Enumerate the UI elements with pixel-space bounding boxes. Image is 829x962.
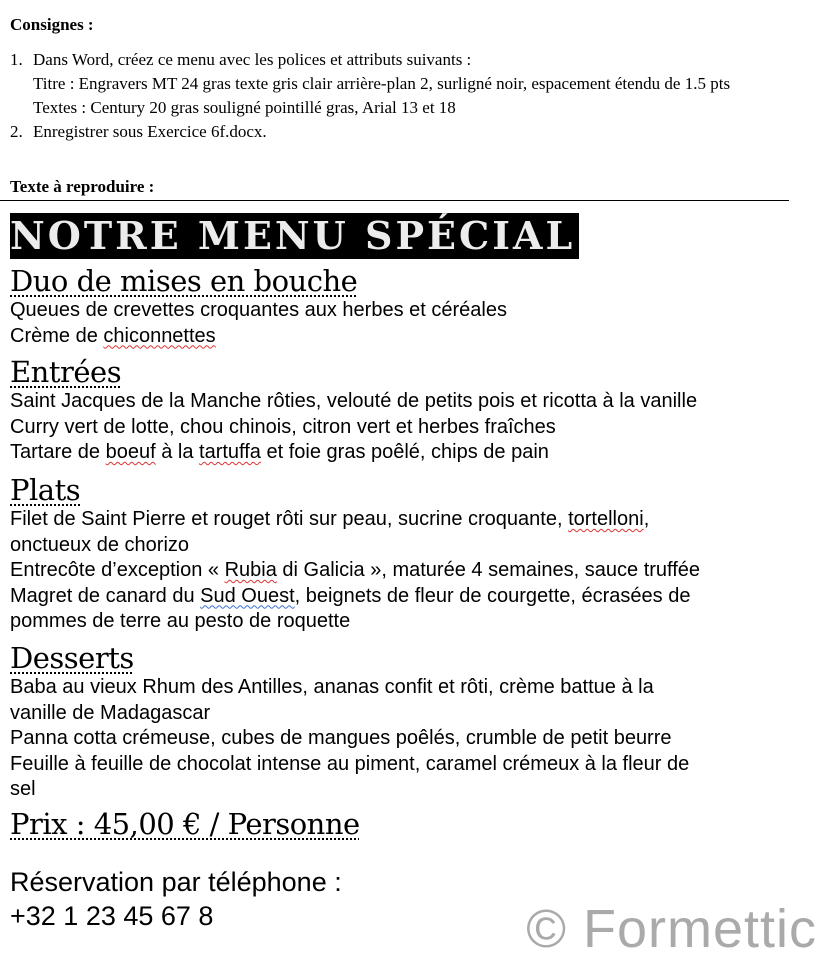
- section-heading: Plats: [10, 473, 81, 507]
- texte-heading: Texte à reproduire :: [10, 177, 155, 196]
- instruction-number: 2.: [10, 122, 23, 141]
- instruction-item: [10, 48, 770, 120]
- watermark: © Formettic: [526, 899, 817, 959]
- menu-item: Queues de crevettes croquantes aux herbes et céréales: [10, 299, 507, 321]
- spellcheck-word: Rubia: [224, 559, 277, 581]
- menu-item: Entrecôte d’exception « Rubia di Galicia », maturée 4 semaines, sauce truffée: [10, 559, 701, 581]
- menu-item: Feuille à feuille de chocolat intense au piment, caramel crémeux à la fleur de sel: [10, 752, 690, 800]
- horizontal-rule: [0, 200, 789, 201]
- instruction-line: Enregistrer sous Exercice 6f.docx.: [33, 122, 267, 141]
- grammar-check-word: Sud Ouest: [200, 584, 295, 607]
- reservation-label: Réservation par téléphone :: [10, 867, 342, 897]
- reservation-block: [10, 865, 342, 933]
- instruction-item: [10, 120, 770, 144]
- spellcheck-word: tortelloni: [568, 508, 644, 530]
- menu-item: Crème de chiconnettes: [10, 324, 216, 347]
- section-plats: [10, 473, 815, 635]
- phone-number: +32 1 23 45 67 8: [10, 901, 214, 931]
- spellcheck-word: tartuffa: [199, 441, 261, 463]
- section-entrees: [10, 355, 815, 466]
- section-heading: Desserts: [10, 641, 134, 675]
- menu-title: NOTRE MENU SPÉCIAL: [10, 213, 579, 259]
- instruction-number: 1.: [10, 50, 23, 69]
- menu-item: Curry vert de lotte, chou chinois, citron vert et herbes fraîches: [10, 415, 556, 438]
- menu-item: Panna cotta crémeuse, cubes de mangues poêlés, crumble de petit beurre: [10, 727, 672, 749]
- menu-item: Magret de canard du Sud Ouest, beignets de fleur de courgette, écrasées de pommes de terre au pesto de roquette: [10, 584, 691, 632]
- instruction-line: Textes : Century 20 gras souligné pointillé gras, Arial 13 et 18: [33, 98, 456, 117]
- section-heading: Entrées: [10, 355, 122, 389]
- section-heading: Duo de mises en bouche: [10, 264, 358, 298]
- spellcheck-word: chiconnettes: [103, 324, 216, 347]
- instruction-line: Dans Word, créez ce menu avec les polices et attributs suivants :: [33, 50, 472, 69]
- section-duo: [10, 264, 815, 349]
- menu-item: Saint Jacques de la Manche rôties, velouté de petits pois et ricotta à la vanille: [10, 390, 698, 412]
- instruction-line: Titre : Engravers MT 24 gras texte gris clair arrière-plan 2, surligné noir, espacement étendu de 1.5 pts: [33, 74, 731, 93]
- consignes-heading: Consignes :: [10, 15, 94, 34]
- spellcheck-word: boeuf: [105, 441, 156, 463]
- menu-item: Baba au vieux Rhum des Antilles, ananas confit et rôti, crème battue à la vanille de Madagascar: [10, 676, 654, 724]
- menu-item: Tartare de boeuf à la tartuffa et foie gras poêlé, chips de pain: [10, 441, 549, 463]
- instructions-list: [10, 48, 770, 144]
- menu-item: Filet de Saint Pierre et rouget rôti sur peau, sucrine croquante, tortelloni, onctueux de chorizo: [10, 508, 650, 556]
- section-desserts: [10, 641, 815, 803]
- price-line: Prix : 45,00 € / Personne: [10, 807, 360, 841]
